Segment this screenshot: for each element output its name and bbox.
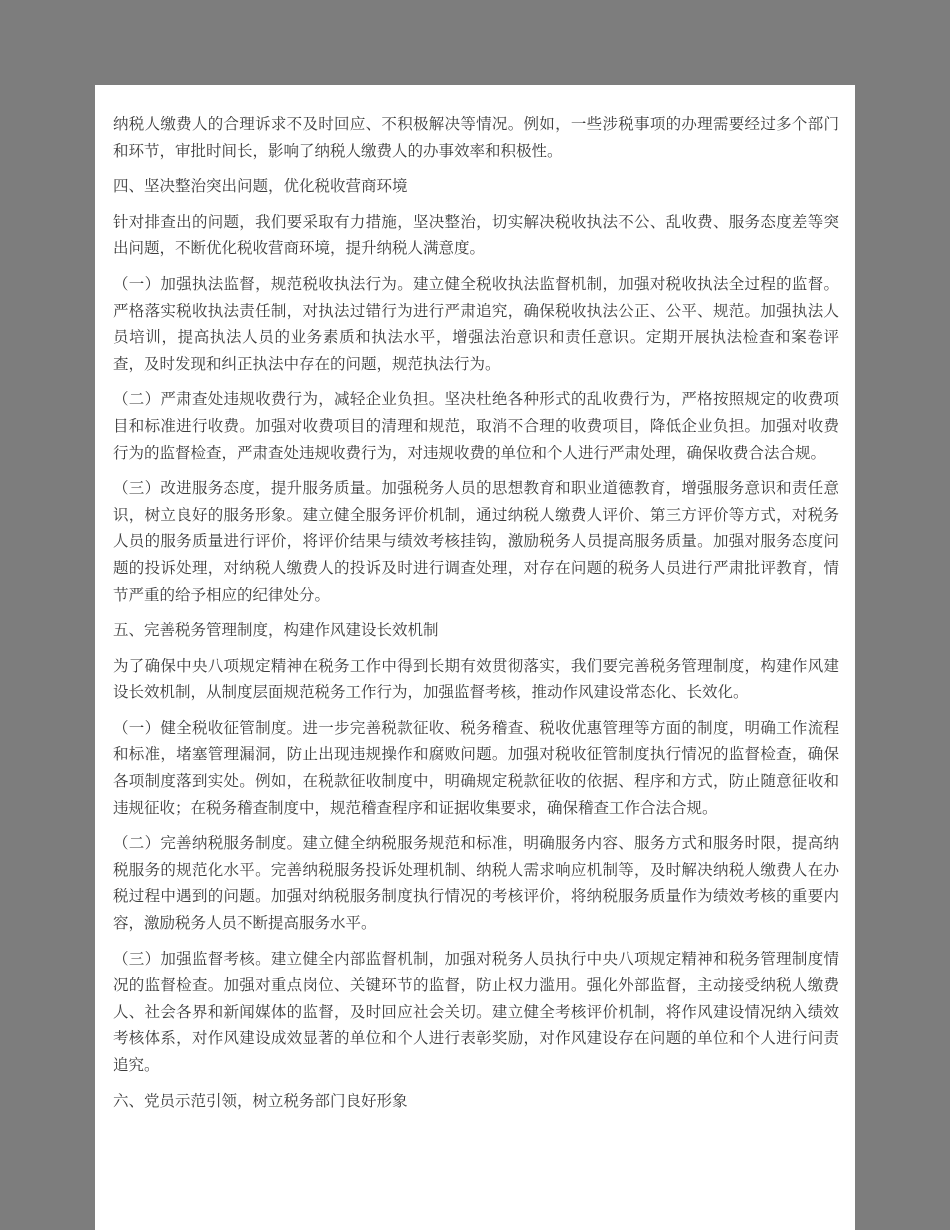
document-content	[95, 85, 855, 1144]
body-paragraph: 纳税人缴费人的合理诉求不及时回应、不积极解决等情况。例如，一些涉税事项的办理需要经过多个部门和环节，审批时间长，影响了纳税人缴费人的办事效率和积极性。	[113, 116, 839, 160]
body-paragraph: （一）加强执法监督，规范税收执法行为。建立健全税收执法监督机制，加强对税收执法全过程的监督。严格落实税收执法责任制，对执法过错行为进行严肃追究，确保税收执法公正、公平、规范。加强执法人员培训，提高执法人员的业务素质和执法水平，增强法治意识和责任意识。定期开展执法检查和案卷评查，及时发现和纠正执法中存在的问题，规范执法行为。	[113, 275, 839, 373]
section-heading: 六、党员示范引领，树立税务部门良好形象	[113, 1092, 408, 1110]
section-heading: 四、坚决整治突出问题，优化税收营商环境	[113, 178, 408, 196]
body-paragraph: 为了确保中央八项规定精神在税务工作中得到长期有效贯彻落实，我们要完善税务管理制度，构建作风建设长效机制，从制度层面规范税务工作行为，加强监督考核，推动作风建设常态化、长效化。	[113, 657, 839, 702]
body-paragraph: （二）严肃查处违规收费行为，减轻企业负担。坚决杜绝各种形式的乱收费行为，严格按照规定的收费项目和标准进行收费。加强对收费项目的清理和规范，取消不合理的收费项目，降低企业负担。加强对收费行为的监督检查，严肃查处违规收费行为，对违规收费的单位和个人进行严肃处理，确保收费合法合规。	[113, 391, 839, 462]
document-page	[95, 85, 855, 1230]
body-paragraph: 针对排查出的问题，我们要采取有力措施，坚决整治，切实解决税收执法不公、乱收费、服务态度差等突出问题，不断优化税收营商环境，提升纳税人满意度。	[113, 213, 839, 258]
body-paragraph: （三）改进服务态度，提升服务质量。加强税务人员的思想教育和职业道德教育，增强服务意识和责任意识，树立良好的服务形象。建立健全服务评价机制，通过纳税人缴费人评价、第三方评价等方式，对税务人员的服务质量进行评价，将评价结果与绩效考核挂钩，激励税务人员提高服务质量。加强对服务态度问题的投诉处理，对纳税人缴费人的投诉及时进行调查处理，对存在问题的税务人员进行严肃批评教育，情节严重的给予相应的纪律处分。	[113, 480, 839, 604]
body-paragraph: （一）健全税收征管制度。进一步完善税款征收、税务稽查、税收优惠管理等方面的制度，明确工作流程和标准，堵塞管理漏洞，防止出现违规操作和腐败问题。加强对税收征管制度执行情况的监督检查，确保各项制度落到实处。例如，在税款征收制度中，明确规定税款征收的依据、程序和方式，防止随意征收和违规征收；在税务稽查制度中，规范稽查程序和证据收集要求，确保稽查工作合法合规。	[113, 719, 839, 817]
body-paragraph: （二）完善纳税服务制度。建立健全纳税服务规范和标准，明确服务内容、服务方式和服务时限，提高纳税服务的规范化水平。完善纳税服务投诉处理机制、纳税人需求响应机制等，及时解决纳税人缴费人在办税过程中遇到的问题。加强对纳税服务制度执行情况的考核评价，将纳税服务质量作为绩效考核的重要内容，激励税务人员不断提高服务水平。	[113, 835, 839, 933]
body-paragraph: （三）加强监督考核。建立健全内部监督机制，加强对税务人员执行中央八项规定精神和税务管理制度情况的监督检查。加强对重点岗位、关键环节的监督，防止权力滥用。强化外部监督，主动接受纳税人缴费人、社会各界和新闻媒体的监督，及时回应社会关切。建立健全考核评价机制，将作风建设情况纳入绩效考核体系，对作风建设成效显著的单位和个人进行表彰奖励，对作风建设存在问题的单位和个人进行问责追究。	[113, 950, 839, 1074]
section-heading: 五、完善税务管理制度，构建作风建设长效机制	[113, 622, 439, 640]
